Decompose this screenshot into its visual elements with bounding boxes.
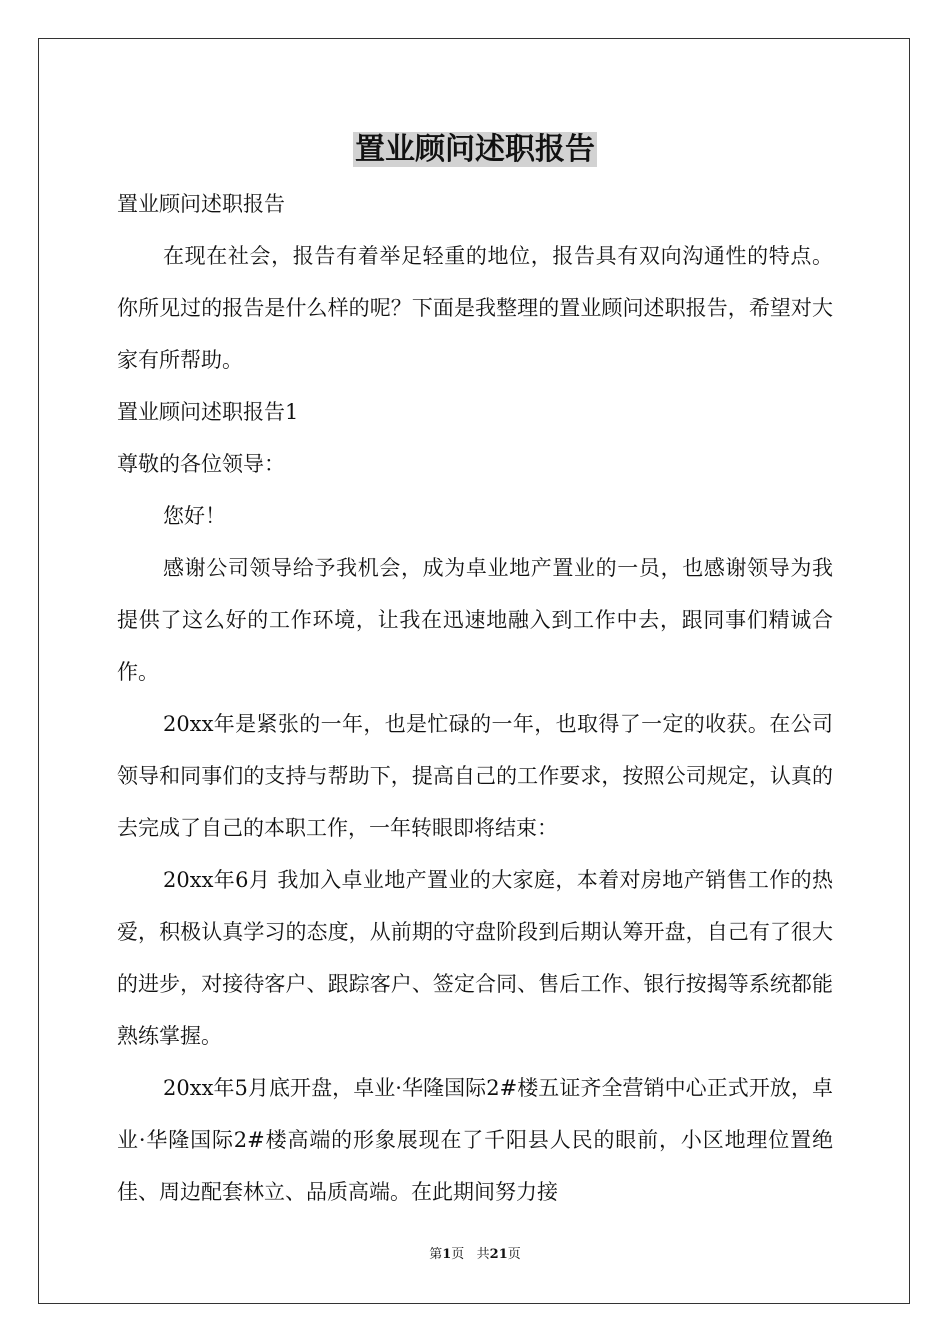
footer-suffix: 页 xyxy=(507,1247,521,1262)
paragraph: 在现在社会，报告有着举足轻重的地位，报告具有双向沟通性的特点。你所见过的报告是什么样的呢？下面是我整理的置业顾问述职报告，希望对大家有所帮助。 xyxy=(117,244,833,372)
salutation: 尊敬的各位领导： xyxy=(117,452,285,476)
section-heading: 置业顾问述职报告1 xyxy=(117,400,299,424)
document-title xyxy=(0,128,950,172)
footer-page-current: 1 xyxy=(442,1247,452,1262)
footer-mid: 页 共 xyxy=(451,1247,490,1262)
paragraph: 20xx年6月 我加入卓业地产置业的大家庭，本着对房地产销售工作的热爱，积极认真学习的态度，从前期的守盘阶段到后期认筹开盘，自己有了很大的进步，对接待客户、跟踪客户、签定合同、售后工作、银行按揭等系统都能熟练掌握。 xyxy=(117,868,833,1048)
footer-page-total: 21 xyxy=(489,1247,508,1262)
paragraph: 20xx年5月底开盘，卓业·华隆国际2#楼五证齐全营销中心正式开放，卓业·华隆国际2#楼高端的形象展现在了千阳县人民的眼前，小区地理位置绝佳、周边配套林立、品质高端。在此期间努力接 xyxy=(117,1076,833,1204)
paragraph: 20xx年是紧张的一年，也是忙碌的一年，也取得了一定的收获。在公司领导和同事们的支持与帮助下，提高自己的工作要求，按照公司规定，认真的去完成了自己的本职工作，一年转眼即将结束： xyxy=(117,712,833,840)
paragraph: 置业顾问述职报告 xyxy=(117,192,285,216)
footer-prefix: 第 xyxy=(429,1247,443,1262)
greeting: 您好！ xyxy=(163,504,226,528)
paragraph: 感谢公司领导给予我机会，成为卓业地产置业的一员，也感谢领导为我提供了这么好的工作环境，让我在迅速地融入到工作中去，跟同事们精诚合作。 xyxy=(117,556,833,684)
page-footer xyxy=(0,1245,950,1265)
document-body xyxy=(117,178,833,1218)
document-title-text: 置业顾问述职报告 xyxy=(355,132,595,167)
